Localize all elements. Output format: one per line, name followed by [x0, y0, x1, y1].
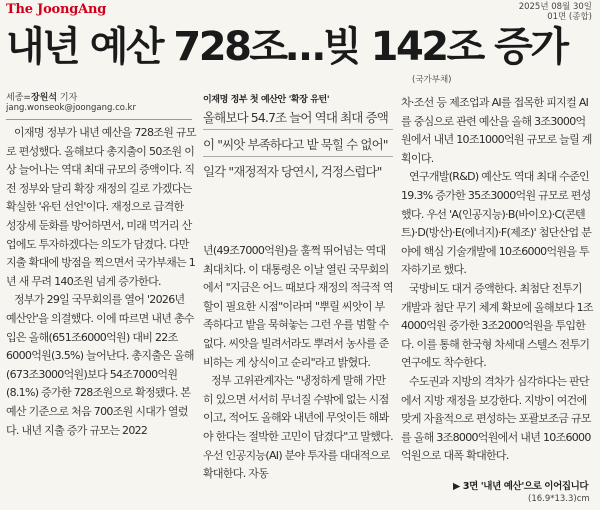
article-size-note: (16.9*13.3)cm	[528, 494, 590, 504]
paragraph: 차·조선 등 제조업과 AI를 접목한 피지컬 AI를 중심으로 관련 예산을 올해 3조3000억원에서 내년 10조1000억원 규모로 늘릴 계획이다.	[401, 96, 592, 165]
paragraph: 정부 고위관계자는 "냉정하게 말해 가만히 있으면 서서히 무너질 수밖에 없는 시점이고, 적어도 올해와 내년에 무엇이든 해봐야 한다는 절박한 고민이 담겼다"고 말했다. 우선 인공지능(AI) 분야 투자를 대대적으로 확대한다. 자동	[203, 374, 393, 481]
publish-date: 2025년 08월 30일	[518, 2, 592, 12]
subhead-separator	[203, 129, 393, 130]
paragraph: 연구개발(R&D) 예산도 역대 최대 수준인 19.3% 증가한 35조3000억원 규모로 편성했다. 우선 'A(인공지능)·B(바이오)·C(콘텐트)·D(방산)·E(에너지)·F(제조)' 첨단산업 분야에 핵심 기술개발에 10조6000억원을 투자하기로 했다.	[401, 170, 592, 277]
paragraph: 년(49조7000억원)을 훌쩍 뛰어넘는 역대 최대치다. 이 대통령은 이날 열린 국무회의에서 "지금은 어느 때보다 재정의 적극적 역할이 필요한 시점"이라며 "뿌릴 씨앗이 부족하다고 밭을 묵혀놓는 그런 우를 범할 수 없다. 씨앗을 빌려서라도 뿌려서 농사를 준비하는 게 상식이고 순리"라고 밝혔다.	[203, 244, 393, 369]
subhead-separator	[203, 156, 393, 157]
subhead-line: 일각 "재정적자 당연시, 걱정스럽다"	[203, 164, 382, 179]
article-column-1	[6, 124, 196, 440]
headline: 내년 예산 728조…빚 142조 증가	[6, 24, 567, 70]
subhead-line: 이 "씨앗 부족하다고 밭 묵힐 수 없어"	[203, 137, 388, 152]
byline-divider	[6, 119, 192, 120]
byline-email: jang.wonseok@joongang.co.kr	[6, 103, 136, 113]
triangle-right-icon: ▶	[453, 481, 460, 492]
byline-role: 기자	[57, 93, 78, 103]
paragraph: 정부가 29일 국무회의를 열어 '2026년 예산안'을 의결했다. 이에 따르면 내년 총수입은 올해(651조6000억원) 대비 22조6000억원(3.5%) 늘어난다. 총지출은 올해(673조3000억원)보다 54조7000억원(8.1%) 증가한 728조원으로 확정됐다. 본예산 기준으로 처음 700조원 시대가 열렸다. 내년 지출 증가 규모는 2022	[6, 293, 194, 437]
article-column-2	[203, 242, 393, 484]
continued-link[interactable]	[453, 478, 588, 492]
dateline	[519, 2, 592, 22]
newspaper-logo: The JoongAng	[6, 2, 107, 17]
subhead-line: 올해보다 54.7조 늘어 역대 최대 증액	[203, 110, 388, 125]
paragraph: 이재명 정부가 내년 예산을 728조원 규모로 편성했다. 올해보다 총지출이 50조원 이상 늘어나는 역대 최대 규모의 증액이다. 직전 정부와 달리 확장 재정의 길로 가겠다는 확실한 '유턴 선언'이다. 재정으로 급격한 성장세 둔화를 방어하면서, 미래 먹거리 산업에도 투자하겠다는 의도가 담겼다. 다만 지출 확대에 방점을 찍으면서 국가부채는 1년 새 무려 140조원 넘게 증가한다.	[6, 126, 196, 288]
byline-prefix: 세종=	[6, 93, 31, 103]
headline-note: (국가부채)	[412, 75, 452, 85]
subhead-title: 이재명 정부 첫 예산안 '확장 유턴'	[203, 95, 330, 105]
subhead-box	[203, 92, 393, 181]
continued-label: 3면 '내년 예산'으로 이어집니다	[462, 481, 589, 492]
paragraph: 국방비도 대거 증액한다. 최첨단 전투기 개발과 첨단 무기 체계 확보에 올해보다 1조4000억원 증가한 3조2000억원을 투입한다. 이를 통해 한국형 차세대 스텔스 전투기 연구에도 착수한다.	[401, 281, 593, 370]
page-number: 01면 (종합)	[547, 12, 592, 22]
byline-reporter: 장원석	[30, 93, 58, 103]
paragraph: 수도권과 지방의 격차가 심각하다는 판단에서 지방 재정을 보강한다. 지방이 여건에 맞게 자율적으로 편성하는 포괄보조금 규모를 올해 3조8000억원에서 내년 10조6000억원으로 대폭 확대한다.	[401, 374, 591, 463]
byline	[6, 90, 77, 103]
article-column-3	[401, 94, 594, 466]
masthead	[0, 0, 600, 24]
